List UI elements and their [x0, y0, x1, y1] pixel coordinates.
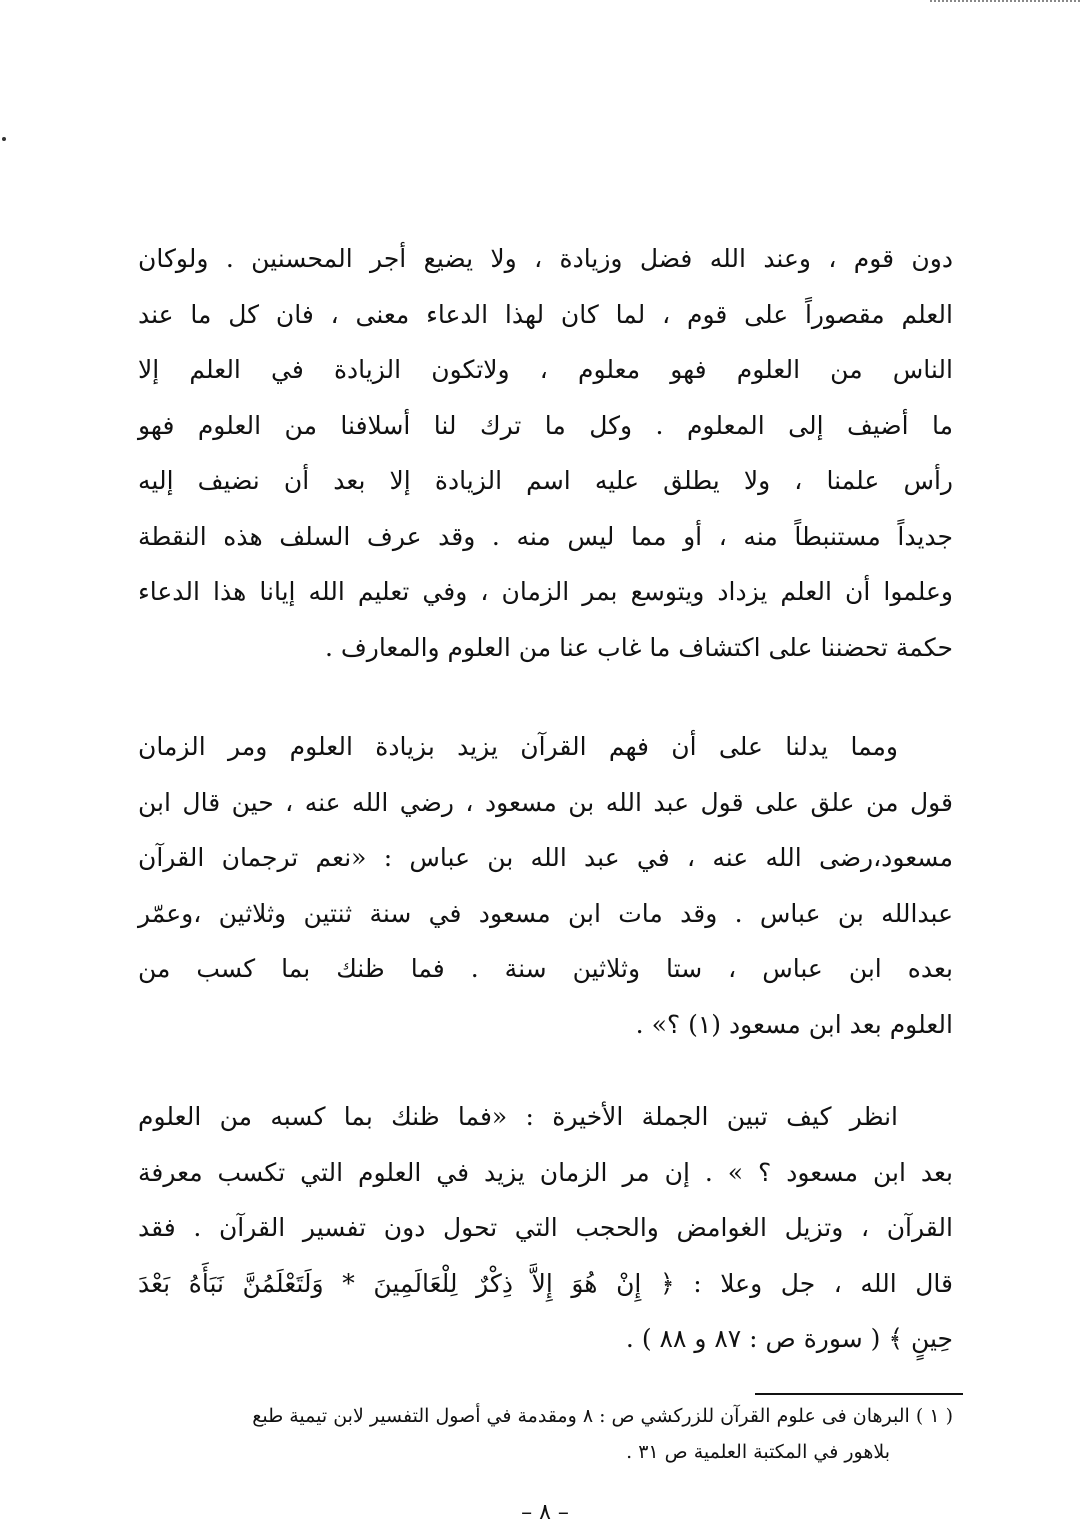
text-line: ومما يدلنا على أن فهم القرآن يزيد بزيادة العلوم ومر الزمان [138, 732, 898, 761]
paragraph-1 [138, 231, 953, 675]
scan-dot [2, 137, 6, 141]
footnote-line: ( ١ ) البرهان فى علوم القرآن للزركشي ص : ٨ ومقدمة في أصول التفسير لابن تيمية طبع [252, 1405, 953, 1427]
text-line: ما أضيف إلى المعلوم . وكل ما ترك لنا أسلافنا من العلوم فهو [138, 410, 953, 440]
page-number: – ٨ – [521, 1500, 569, 1525]
footnote-separator [755, 1393, 963, 1395]
text-line: انظر كيف تبين الجملة الأخيرة : «فما ظنك بما كسبه من العلوم [138, 1102, 898, 1131]
text-line: حِينٍ ﴾ ( سورة ص : ٨٧ و ٨٨ ) . [625, 1324, 953, 1353]
text-line: الناس من العلوم فهو معلوم ، ولاتكون الزيادة في العلم إلا [138, 355, 953, 384]
footnote-line: بلاهور في المكتبة العلمية ص ٣١ . [626, 1441, 890, 1463]
text-line: بعده ابن عباس ، ستا وثلاثين سنة . فما ظنك بما كسب من [138, 954, 953, 983]
text-line: قول من علق على قول عبد الله بن مسعود ، رضي الله عنه ، حين قال ابن [138, 787, 953, 817]
text-line: حكمة تحضننا على اكتشاف ما غاب عنا من العلوم والمعارف . [324, 632, 953, 662]
text-line: القرآن ، وتزيل الغوامض والحجب التي تحول دون تفسير القرآن . فقد [138, 1213, 953, 1242]
text-line: العلوم بعد ابن مسعود (١) ؟» . [635, 1009, 953, 1039]
text-line: دون قوم ، وعند الله فضل وزيادة ، ولا يضيع أجر المحسنين . ولوكان [138, 244, 953, 273]
footnote [138, 1398, 953, 1470]
text-line: قال الله ، جل وعلا : ﴿ إِنْ هُوَ إِلاَّ ذِكْرٌ لِلْعَالَمِينَ * وَلَتَعْلَمُنَّ نَبَأَهُ بَعْدَ [138, 1268, 953, 1298]
text-line: رأس علمنا ، ولا يطلق عليه اسم الزيادة إلا بعد أن نضيف إليه [138, 466, 953, 495]
text-line: جديداً مستنبطاً منه ، أو مما ليس منه . وقد عرف السلف هذه النقطة [138, 521, 953, 551]
text-line: وعلموا أن العلم يزداد ويتوسع بمر الزمان ، وفي تعليم الله إيانا هذا الدعاء [138, 577, 953, 606]
paragraph-3 [138, 1089, 953, 1367]
text-line: بعد ابن مسعود ؟ » . إن مر الزمان يزيد في العلوم التي تكسب معرفة [138, 1157, 953, 1187]
scan-artifact [930, 0, 1080, 8]
text-line: مسعود،رضى الله عنه ، في عبد الله بن عباس : «نعم ترجمان القرآن [138, 843, 953, 872]
text-line: العلم مقصوراً على قوم ، لما كان لهذا الدعاء معنى ، فان كل ما عند [138, 299, 953, 329]
text-line: عبدالله بن عباس . وقد مات ابن مسعود في سنة ثنتين وثلاثين ،وعمّر [138, 898, 953, 928]
paragraph-2 [138, 719, 953, 1052]
